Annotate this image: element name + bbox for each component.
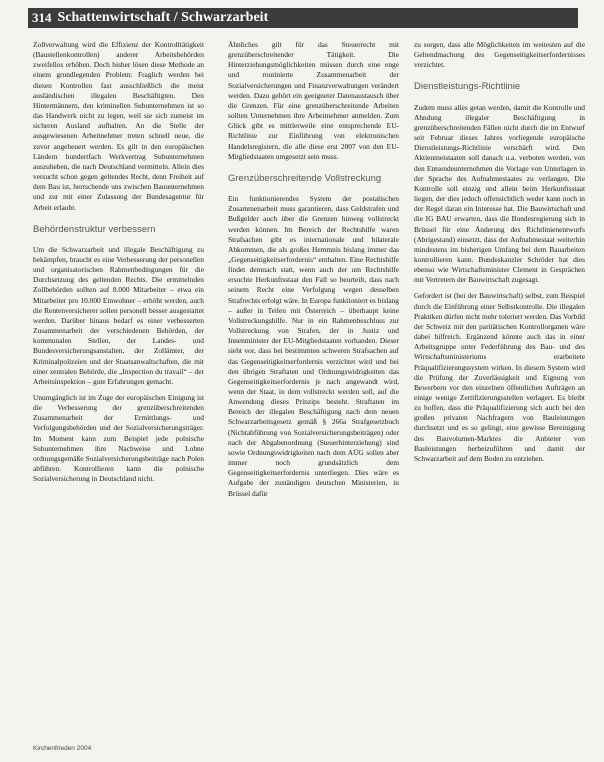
text-column-1 [33,40,204,490]
paragraph: Gefordert ist (bei der Bauwirtschaft) selbst, zum Beispiel durch die Einführung einer Selbstkontrolle. Die illegalen Praktiken dürfen nicht mehr toleriert werden. Das Vorbild der Schweiz mit den paritätischen Kontrollorganen wäre dabei hilfreich. Ergänzend könnte auch das in einer Arbeitsgruppe unter Federführung des Bau- und des Wirtschaftsministeriums erarbeitete Präqualifizierungssystem wirken. In diesem System wird die Prüfung der Zuverlässigkeit und Eignung von Bewerbern vor den einzelnen öffentlichen Aufträgen an einige wenige Zertifizierungsstellen verlagert. Es bleibt zu hoffen, dass die Präqualifizierung sich auch bei den großen privaten Nachfragern von Bauleistungen durchsetzt und es so gelingt, eine gewisse Bereinigung des Bauvolumen-Marktes die Anbieter von Bauleistungen herbeizuführen und damit der Schwarzarbeit auf dem Boden zu entziehen. [414,291,585,463]
subheading: Dienstleistungs-Richtlinie [414,81,521,93]
paragraph: Unumgänglich ist im Zuge der europäischen Einigung ist die Verbesserung der grenzüberschreitenden Zusammenarbeit der Ermittlungs- und Verfolgungsbehörden und der Sozialversicherungsträger. Im Moment kann zum Beispiel jede polnische Subunternehmen ihre Nachweise und Lohne ordnungsgemäße Sozialversicherungsbeiträge nach Polen abführen. Kontrollieren kann die polnische Sozialversicherung in Deutschland nicht. [33,393,204,484]
text-column-2 [228,40,399,505]
paragraph: zu sorgen, dass alle Möglichkeiten im weitesten auf die Geltendmachung des Gegenseitigkeitserfordernisses verzichtet. [414,40,585,70]
section-title: Schattenwirtschaft / Schwarzarbeit [57,10,269,25]
paragraph: Um die Schwarzarbeit und illegale Beschäftigung zu bekämpfen, braucht es eine Verbesserung der personellen und organisatorischen Rahmenbedingungen für die Durchsetzung des geltenden Rechts. Die ermittelnden Zollbehörden sollten auf 8.000 Mitarbeiter – etwa ein Mitarbeiter pro 10.000 Einwohner – erhöht werden, auch die Rentenversicherer sollen personell besser ausgestattet werden. Darüber hinaus bedarf es einer verbesserten Zusammenarbeit der verschiedenen Behörden, der kommunalen Stellen, der Landes- und Bundesversicherungsanstalten, der Zollämter, der Kriminalpolizeien und der Staatsanwaltschaften, die mit einer zentralen Behörde, die „Inspection du travail“ – der Arbeitsinspektion – gute Erfahrungen gemacht. [33,244,204,386]
subheading: Behördenstruktur verbessern [33,223,156,235]
page-number: 314 [32,10,52,25]
page-header [28,8,578,28]
paragraph: Ähnliches gilt für das Steuerrecht mit grenzüberschreitender Tätigkeit. Die Hinterziehungsmöglichkeiten müssen durch eine enge und routinierte Zusammenarbeit der Sozialversicherungen und Finanzverwaltungen verändert werden. Dazu gehört ein geeigneter Datenaustausch über die Grenzen. Für eine grenzüberschreitende Arbeiten sollten Unternehmen ihre Arbeitnehmer anmelden. Zum Glück gibt es mittlerweile eine entsprechende EU-Richtlinie zur Einführung von elektronischen Handelsregistern, die alle diese erst 2007 von den EU-Mitgliedstaaten umgesetzt sein muss. [228,40,399,161]
subheading: Grenzüberschreitende Vollstreckung [228,172,382,184]
paragraph: Ein funktionierendes System der postalischen Zusammenarbeit muss garantieren, dass Geldstrafen und Bußgelder auch über die Grenzen hinweg vollstreckt werden können. Im Bereich der Rechtshilfe waren Strafsachen gibt es internationale und bilaterale Abkommen, die als großes Hemmnis bislang immer das „Gegenseitigkeitserfordernis“ enthalten. Eine Rechtshilfe findet demnach statt, wenn auch der um Rechtshilfe ersuchte Herkunftsstaat den Fall so beurteilt, dass nach seinem Recht eine Verfolgung wegen desselben Strafrechts erfolgt wäre. In Europa funktioniert es bislang – außer in Teilen mit Österreich – überhaupt keine Vollstreckungshilfe. Nur in ein Rahmenbeschluss zur Vollstreckung von Strafen, der in Justiz und Innenminister der EU-Mitgliedstaaten vorhanden. Dieser sieht vor, dass bei bestimmten schweren Strafsachen auf das Gegenseitigkeitserfordernis verzichtet wird und bei den übrigen Straftaten und Ordnungswidrigkeiten das Gegenseitigkeitserfordernis je nach angewandt wird, wenn der Staat, in dem vollstreckt werden soll, auf die Anwendung dieses Prinzips besteht. Straftaten im Bereich der illegalen Beschäftigung nach dem neuen Schwarzarbeitsgesetz gemäß § 266a Strafgesetzbuch (Nichtabführung von Sozialversicherungsbeiträgen) oder nach der Abgabenordnung (Steuerhinterziehung) sind sowie Ordnungswidrigkeiten nach dem AÜG sollen aber immer noch grundsätzlich dem Gegenseitigkeitserfordernis unterliegen. Dies wäre es Aufgabe der zuständigen deutschen Ministerien, in Brüssel dafür [228,194,399,498]
page-footer: Kirchenfrieden 2004 [33,745,92,752]
paragraph: Zollverwaltung wird die Effizienz der Kontrolltätigkeit (Baustellenkontrollen) anderer Arbeitsbehörden zweifellos erhöhen. Doch bisher lösen diese Methode an einem grundlegenden Problem: Fraglich werden bei diesen Kontrollen fast ausschließlich die meist ausländischen illegalen Beschäftigten. Den Hintermännern, den kriminellen Subunternehmen ist so das Handwerk nicht zu legen, weil sie sich zumeist im sicheren Ausland aufhalten. An die Stelle der ausgewiesenen Arbeitnehmer treten schnell neue, die zuvor angeheuert werden. Es gilt in den europäischen Ländern hundertfach Werkvertrag Subunternehmen auszuheben, die nach Deutschland vermitteln. Allein dies versucht schon gegen geltendes Recht, denn Freiheit auf dem Bau ist, herrschende uns zwischen Bauunternehmen und zur mit einer Zulassung der Bundesagentur für Arbeit erlaubt. [33,40,204,212]
text-column-3 [414,40,585,470]
paragraph: Zudem muss alles getan werden, damit die Kontrolle und Ahndung illegaler Beschäftigung in grenzüberschreitenden Fällen nicht durch die im Entwurf seit Februar dieses Jahres vorliegende europäische Dienstleistungs-Richtlinie verschärft wird. Den Aktienmeistaaten soll danach u.a. verboten werden, von den Entsendeunternehmen die Vorlage von Unterlagen in der Sprache des Aufnahmestaates zu verlangen. Die Kontrolle soll einzig und allein beim Herkunftsstaat liegen, der dies jedoch offensichtlich weder kann noch in der Regel daran ein Interesse hat. Die Bauwirtschaft und die IG BAU erwarten, dass die Bundesregierung sich in Brüssel für eine Änderung des Richtlinienentwurfs (Abrigestand) einsetzt, dass der Aufnahmestaat weiterhin mindestens im bisherigen Umfang bei dem Bauarbeiten kontrollieren kann. Bundeskanzler Schröder hat dies ebenso wie Wirtschaftsminister Clement in Gesprächen mit Vertretern der Bauwirtschaft zugesagt. [414,102,585,285]
